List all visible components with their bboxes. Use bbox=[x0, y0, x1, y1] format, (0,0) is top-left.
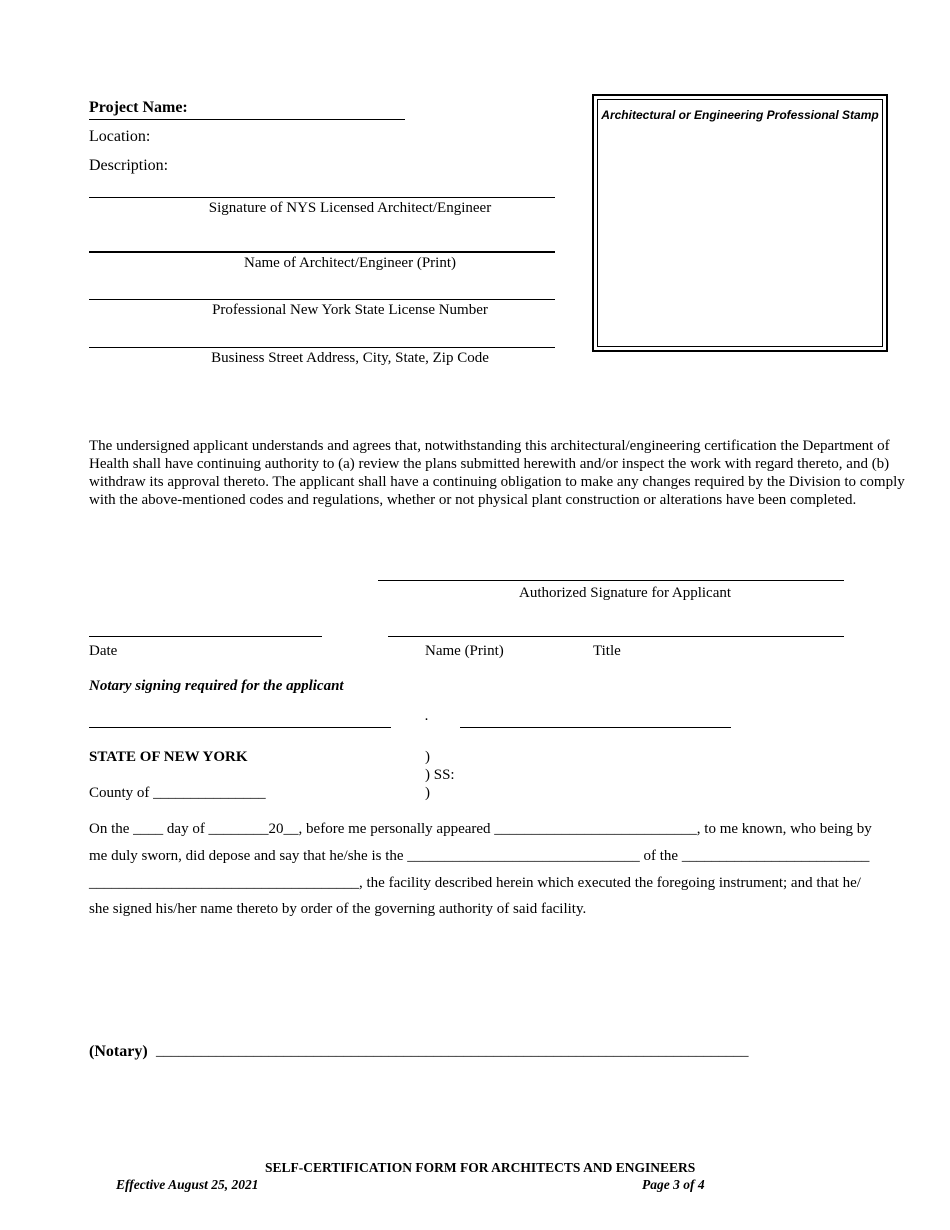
notary-signature-line[interactable]: _______________________________________________________________________________ bbox=[156, 1043, 749, 1059]
project-name-underline[interactable] bbox=[89, 119, 405, 120]
blank-line-right[interactable] bbox=[460, 727, 731, 728]
notary-text-line-3: ____________________________________, the facility described herein which executed the foregoing instrument; and that he/ bbox=[89, 875, 861, 891]
state-of-new-york: STATE OF NEW YORK bbox=[89, 749, 248, 765]
architect-signature-label: Signature of NYS Licensed Architect/Engineer bbox=[208, 200, 492, 216]
ss-paren-bottom: ) bbox=[425, 785, 430, 801]
ss-label: ) SS: bbox=[425, 767, 455, 783]
license-number-line[interactable] bbox=[89, 299, 555, 300]
county-of-field[interactable]: County of _______________ bbox=[89, 785, 266, 801]
authorized-signature-line[interactable] bbox=[378, 580, 844, 581]
architect-signature-line[interactable] bbox=[89, 197, 555, 198]
professional-stamp-box bbox=[592, 94, 888, 352]
name-print-label: Name (Print) bbox=[425, 643, 504, 659]
description-label: Description: bbox=[89, 157, 169, 174]
date-line[interactable] bbox=[89, 636, 322, 637]
name-title-line[interactable] bbox=[388, 636, 844, 637]
title-label: Title bbox=[593, 643, 621, 659]
professional-stamp-inner-border bbox=[597, 99, 883, 347]
license-number-label: Professional New York State License Number bbox=[212, 302, 488, 318]
authorized-signature-label: Authorized Signature for Applicant bbox=[519, 585, 732, 601]
stamp-label: Architectural or Engineering Professional Stamp bbox=[601, 108, 879, 122]
footer-title: SELF-CERTIFICATION FORM FOR ARCHITECTS AND ENGINEERS bbox=[265, 1160, 696, 1175]
footer-page-number: Page 3 of 4 bbox=[642, 1177, 705, 1192]
footer-effective-date: Effective August 25, 2021 bbox=[116, 1177, 259, 1192]
project-name-label: Project Name: bbox=[89, 99, 188, 116]
blank-line-left[interactable] bbox=[89, 727, 391, 728]
ss-paren-top: ) bbox=[425, 749, 430, 765]
location-label: Location: bbox=[89, 128, 151, 145]
architect-name-line[interactable] bbox=[89, 251, 555, 253]
notary-required-note: Notary signing required for the applicant bbox=[89, 678, 344, 694]
business-address-line[interactable] bbox=[89, 347, 555, 348]
separator-dot: · bbox=[424, 712, 429, 728]
notary-label: (Notary) bbox=[89, 1043, 148, 1060]
agreement-paragraph: The undersigned applicant understands and agrees that, notwithstanding this architectural/engineering certification the Department of Health shall have continuing authority to (a) review the plans submitted herewith and/or inspect the work with regard thereto, and (b) withdraw its approval thereto. The applicant shall have a continuing obligation to make any changes required by the Division to comply with the above-mentioned codes and regulations, whether or not physical plant construction or alterations have been completed. bbox=[89, 438, 905, 508]
architect-name-label: Name of Architect/Engineer (Print) bbox=[243, 255, 456, 271]
notary-text-line-2: me duly sworn, did depose and say that he/she is the _______________________________ of the _________________________ bbox=[89, 848, 870, 864]
business-address-label: Business Street Address, City, State, Zip Code bbox=[211, 350, 489, 366]
notary-text-line-4: she signed his/her name thereto by order of the governing authority of said facility. bbox=[89, 901, 587, 917]
notary-text-line-1: On the ____ day of ________20__, before me personally appeared ___________________________, to me known, who being by bbox=[89, 821, 872, 837]
date-label: Date bbox=[89, 643, 118, 659]
